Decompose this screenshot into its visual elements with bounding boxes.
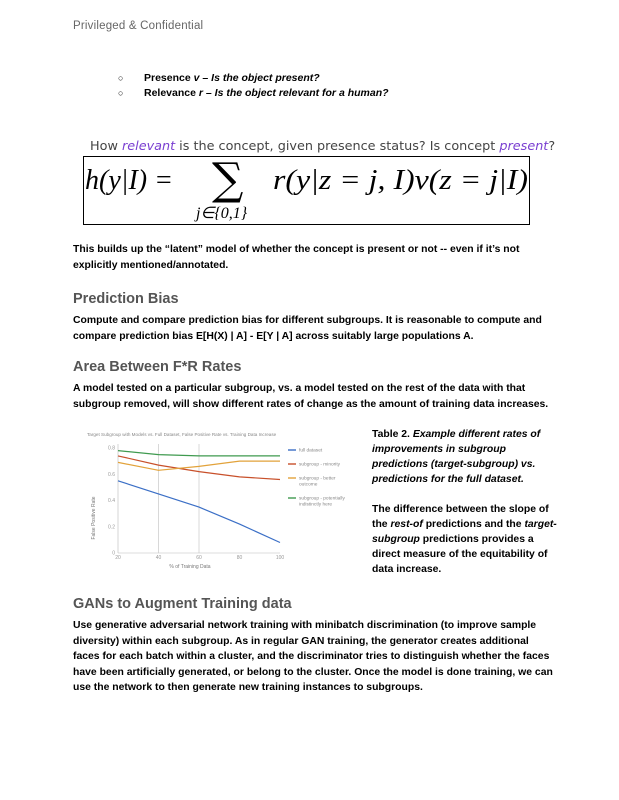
question-text: is the concept, given presence status? Is concept [175, 139, 500, 154]
gans-body: Use generative adversarial network training with minibatch discrimination (to improve sample diversity) within each subgroup. As in regular GAN training, the generator creates additional faces for each batch within a cluster, and the discriminator tries to distinguish whether the faces have been artificially generated, or belong to the cluster. Once the model is done training, we can use the network to then generate new training instances to subgroups. [73, 620, 553, 693]
present-word: present [499, 139, 549, 154]
chart-y-tick: 0.4 [108, 498, 115, 504]
legend-label: outcome [299, 482, 318, 488]
caption-label: Table 2. [372, 429, 413, 440]
bullet-question: Is the object present? [211, 72, 320, 84]
chart-ylabel: False Positive Rate [91, 496, 97, 540]
caption-text: predictions and the [422, 519, 525, 530]
heading-area-between: Area Between F*R Rates [73, 359, 242, 375]
formula-sum: ∑ [212, 157, 244, 205]
chart-title: Target Subgroup with Models vs. Full Dataset, False Positive Rate vs. Training Data Increase [87, 432, 277, 437]
caption-em: target-subgroup [372, 519, 557, 545]
question-text: ? [548, 139, 556, 154]
area-between-body: A model tested on a particular subgroup, vs. a model tested on the rest of the data with that subgroup removed, will show different rates of change as the amount of training data increases. [73, 383, 549, 410]
caption-text: predictions provides a direct measure of the equitability of data increase. [372, 534, 548, 575]
formula-subscript: j∈{0,1} [196, 205, 248, 222]
chart-y-tick: 0.2 [108, 524, 115, 531]
formula-box [83, 156, 530, 225]
chart-x-tick: 60 [196, 555, 202, 561]
bullet-sep: – [202, 87, 215, 99]
prediction-bias-body: Compute and compare prediction bias for different subgroups. It is reasonable to compute and compare prediction bias E[H(X) | A] - E[Y | A] across suitably large populations A. [73, 315, 542, 342]
bullet-question: Is the object relevant for a human? [214, 87, 389, 99]
chart-y-tick: 0 [112, 550, 115, 557]
relevant-word: relevant [122, 139, 176, 154]
caption-text: The difference between the slope of the [372, 504, 549, 530]
fpr-line-chart [85, 428, 360, 573]
chart-y-tick: 0.8 [108, 445, 115, 452]
question-text: How [90, 139, 122, 154]
heading-prediction-bias: Prediction Bias [73, 291, 179, 307]
caption-em: rest-of [390, 519, 423, 530]
bullet-sep: – [199, 72, 212, 84]
legend-label: subgroup - potentially [299, 496, 345, 502]
chart-x-tick: 80 [236, 555, 243, 561]
chart-x-tick: 100 [275, 555, 285, 561]
chart-x-tick: 40 [155, 555, 162, 561]
bullet-term: Relevance [144, 87, 199, 99]
page-header: Privileged & Confidential [73, 20, 204, 32]
heading-gans: GANs to Augment Training data [73, 596, 292, 612]
caption-italic: Example different rates of improvements in subgroup predictions (target-subgroup) vs. predictions for the full dataset. [372, 429, 541, 485]
bullet-var: v [193, 72, 200, 84]
legend-label: indistinctly here [299, 502, 333, 508]
formula-rhs: r(y|z = j, I)v(z = j|I) [273, 165, 528, 196]
formula-question [90, 139, 555, 154]
bullet-relevance [118, 86, 389, 101]
legend-label: subgroup - better [299, 476, 336, 482]
bullet-var: r [198, 87, 203, 99]
variable-bullet-list [118, 71, 389, 101]
bullet-term: Presence [144, 72, 194, 84]
chart-x-tick: 20 [115, 555, 121, 561]
chart-xlabel: % of Training Data [169, 564, 211, 570]
formula-lhs: h(y|I) = [85, 165, 173, 196]
bullet-presence [118, 71, 389, 86]
legend-label: subgroup - minority [299, 462, 341, 468]
latent-paragraph: This builds up the “latent” model of whether the concept is present or not -- even if it’s not explicitly mentioned/annotated. [73, 244, 520, 271]
chart-y-tick: 0.6 [108, 471, 115, 478]
caption-p2 [372, 502, 557, 577]
caption-p1 [372, 427, 557, 487]
chart-caption [372, 427, 557, 577]
legend-label: full dataset [299, 448, 323, 454]
